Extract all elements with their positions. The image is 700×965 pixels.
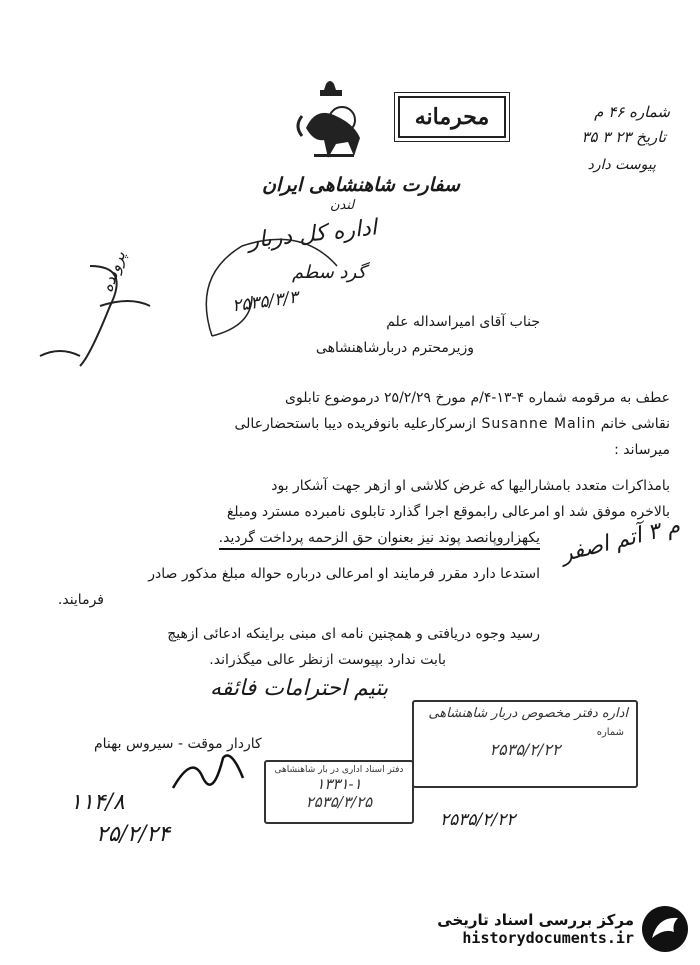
signature-name: کاردار موقت - سیروس بهنام	[94, 736, 262, 752]
recipient-line-2: وزیرمحترم دربارشاهنشاهی	[315, 340, 474, 356]
body-para3-line1: استدعا دارد مقرر فرمایند او امرعالی درباره حواله مبلغ مذکور صادر	[148, 566, 540, 582]
side-handwritten-note: م ۳ آتم اصفر	[558, 513, 683, 568]
left-number-2: ۲۵/۲/۲۴	[96, 822, 170, 847]
embassy-city: لندن	[330, 198, 355, 213]
body-para1-line3: میرساند :	[614, 442, 670, 458]
archive-footer	[408, 898, 688, 960]
archive-logo-icon	[642, 906, 688, 952]
office-stamp-number: ۱۳۳۱-۱	[316, 775, 362, 793]
embassy-name: سفارت شاهنشاهی ایران	[262, 174, 460, 196]
archive-name: مرکز بررسی اسناد تاریخی	[437, 911, 634, 929]
lion-and-sun-emblem	[292, 78, 370, 160]
classification-label: محرمانه	[398, 96, 506, 138]
left-number-1: ۱۱۴/۸	[70, 790, 125, 815]
archive-website: historydocuments.ir	[462, 929, 634, 947]
handwritten-note-top: اداره کل دربار	[247, 215, 379, 254]
received-date: ۲۵۳۵/۳/۳	[230, 287, 300, 317]
right-stamp-date: ۲۵۳۵/۲/۲۲	[489, 740, 561, 759]
body-para4-line2: بابت ندارد بپیوست ازنظر عالی میگذراند.	[209, 652, 446, 668]
right-stamp	[412, 700, 638, 788]
body-para2-line2: بالاخره موفق شد او امرعالی رابموقع اجرا گذارد تابلوی نامبرده مسترد ومبلغ	[226, 504, 670, 520]
body-para1-line2: نقاشی خانم Susanne Malin ازسرکارعلیه بانوفریده دیبا باستحضارعالی	[234, 416, 670, 432]
handwritten-note-second: گرد سطم	[292, 262, 367, 283]
body-para4-line1: رسید وجوه دریافتی و همچنین نامه ای مبنی براینکه ادعائی ازهیچ	[167, 626, 540, 642]
office-stamp-date: ۲۵۳۵/۳/۲۵	[305, 793, 373, 811]
left-margin-note: پرونده	[96, 248, 130, 295]
office-stamp-title: دفتر اسناد اداری در بار شاهنشاهی	[274, 765, 404, 775]
document-number: شماره ۴۶ م	[594, 103, 670, 121]
office-stamp	[264, 760, 414, 824]
body-para2-line1: بامذاکرات متعدد بامشارالیها که غرض کلاشی او ازهر جهت آشکار بود	[271, 478, 670, 494]
archive-footer-text	[437, 911, 634, 947]
body-para3-line2: فرمایند.	[57, 592, 104, 608]
body-para1-line1: عطف به مرقومه شماره ۴-۱۳-۴/م مورخ ۲۵/۲/۲۹ درموضوع تابلوی	[285, 390, 670, 406]
left-margin-scribble	[30, 256, 170, 376]
bottom-date: ۲۵۳۵/۲/۲۲	[440, 810, 516, 830]
handwritten-signoff: بتیم احترامات فائقه	[210, 676, 389, 701]
right-stamp-text: اداره دفتر مخصوص دربار شاهنشاهی	[428, 706, 628, 721]
body-para2-line3: یکهزاروپانصد پوند نیز بعنوان حق الزحمه پرداخت گردید.	[219, 530, 540, 550]
attachment-label: پیوست دارد	[587, 157, 656, 173]
signature-scribble	[168, 748, 248, 798]
document-date: تاریخ ۲۳ ۳ ۳۵	[581, 128, 666, 146]
recipient-line-1: جناب آقای امیراسداله علم	[386, 314, 540, 330]
right-stamp-number-label: شماره	[596, 727, 624, 738]
